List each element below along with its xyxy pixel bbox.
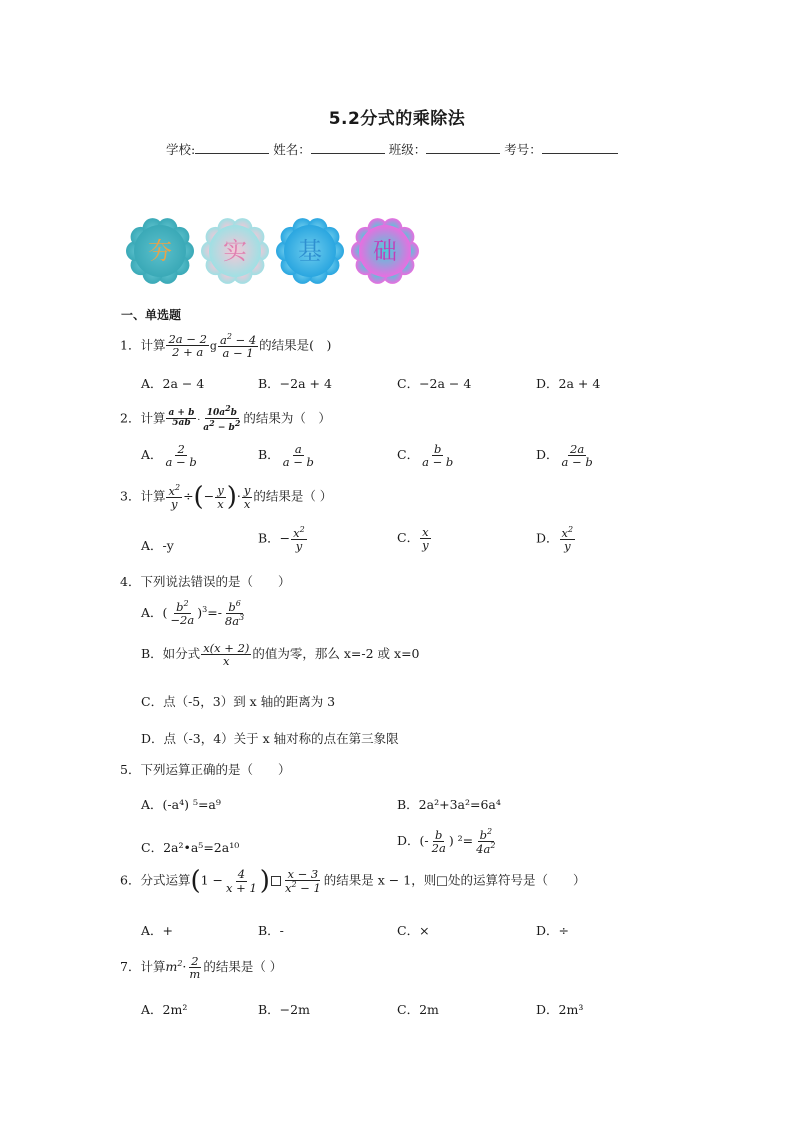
school-blank	[195, 141, 269, 154]
question-7: 7．计算$m^2\cdot$ $\frac{2}{m}$ 的结果是（ ）	[120, 954, 283, 982]
banner-badge-3	[276, 218, 344, 284]
banner-badge-4	[351, 218, 419, 284]
question-2: 2．计算 $\frac{a + b}{5ab}$ · $\frac{10a^2b}{a^2 - b^2}$ 的结果为（ ）	[120, 403, 331, 434]
q1-formula: $\frac{2a - 2}{2 + a}$	[168, 332, 207, 360]
q7-formula: $m^2$	[165, 958, 183, 975]
banner-char-2: 实	[223, 237, 247, 265]
question-5: 5．下列运算正确的是（ ）	[120, 762, 291, 777]
question-1: 1．计算 $\frac{2a - 2}{2 + a}$ g $\frac{a^2 - 4}{a - 1}$ 的结果是( )	[120, 332, 332, 360]
q4-option-a: A．( $\frac{b^2}{-2a}$ )$^3$=- $\frac{b^6}{8a^3}$	[141, 599, 245, 628]
q7-option-c: C．2m	[397, 1002, 439, 1017]
q1-option-c: C．−2a − 4	[397, 376, 472, 391]
q6-option-a: A．+	[141, 923, 174, 938]
question-3: 3．计算 $\frac{x^2}{y}$ ÷(− $\frac{y}{x}$ )· $\frac{y}{x}$ 的结果是（ ）	[120, 482, 333, 512]
q5-option-b: B．2a²+3a²=6a⁴	[397, 797, 501, 812]
question-6: 6．分式运算(1 − $\frac{4}{x + 1}$ ) $\frac{x - 3}{x^2 - 1}$ 的结果是 x − 1，则□处的运算符号是（ ）	[120, 866, 586, 896]
q6-option-d: D．÷	[536, 923, 569, 938]
banner-char-4: 础	[373, 237, 397, 265]
banner-badges	[124, 214, 424, 289]
q3-option-b: B．− $\frac{x^2}{y}$	[258, 525, 305, 553]
q7-option-d: D．2m³	[536, 1002, 584, 1017]
q5-option-c: C．2a²•a⁵=2a¹⁰	[141, 840, 240, 855]
number-blank	[542, 141, 618, 154]
q2-option-a: A． $\frac{2}{a - b}$	[141, 442, 197, 470]
q3-option-d: D． $\frac{x^2}{y}$	[536, 525, 574, 553]
q3-option-a: A．-y	[141, 538, 174, 553]
q1-option-a: A．2a − 4	[141, 376, 205, 391]
q2-option-b: B． $\frac{a}{a - b}$	[258, 442, 314, 470]
q4-option-b: B．如分式 $\frac{x(x + 2)}{x}$ 的值为零，那么 x=-2 或 x=0	[141, 641, 420, 669]
banner-char-3: 基	[298, 237, 322, 265]
q3-formula: $\frac{x^2}{y}$	[168, 483, 181, 511]
banner-badge-2	[201, 218, 269, 284]
q1-option-d: D．2a + 4	[536, 376, 601, 391]
q1-option-b: B．−2a + 4	[258, 376, 332, 391]
q2-option-c: C． $\frac{b}{a - b}$	[397, 442, 454, 470]
name-blank	[311, 141, 385, 154]
q2-formula: $\frac{a + b}{5ab}$	[168, 408, 195, 429]
q6-formula: $\frac{4}{x + 1}$	[226, 867, 257, 895]
q6-option-b: B．-	[258, 923, 284, 938]
q3-option-c: C． $\frac{x}{y}$	[397, 525, 429, 553]
page-title: 5.2分式的乘除法	[328, 109, 466, 129]
banner	[124, 214, 424, 289]
q2-option-d: D． $\frac{2a}{a - b}$	[536, 442, 593, 470]
question-4: 4．下列说法错误的是（ ）	[120, 574, 291, 589]
banner-badge-1	[126, 218, 194, 284]
q5-option-d: D．(- $\frac{b}{2a}$ ) ²= $\frac{b^2}{4a^2}$	[397, 827, 496, 856]
q7-option-a: A．2m²	[141, 1002, 188, 1017]
section-heading: 一、单选题	[121, 308, 182, 322]
name-label: 姓名：	[273, 142, 311, 157]
q5-option-a: A．(-a⁴) ⁵=a⁹	[141, 797, 221, 812]
student-info-line	[166, 140, 618, 158]
class-blank	[426, 141, 500, 154]
class-label: 班级：	[388, 142, 427, 157]
banner-char-1: 夯	[148, 237, 172, 265]
q7-option-b: B．−2m	[258, 1002, 310, 1017]
q4-option-c: C．点（-5，3）到 x 轴的距离为 3	[141, 694, 336, 709]
blank-box-icon	[271, 876, 281, 886]
number-label: 考号：	[504, 142, 542, 157]
q4-option-d: D．点（-3，4）关于 x 轴对称的点在第三象限	[141, 731, 399, 746]
school-label: 学校:	[166, 142, 196, 157]
q6-option-c: C．×	[397, 923, 430, 938]
